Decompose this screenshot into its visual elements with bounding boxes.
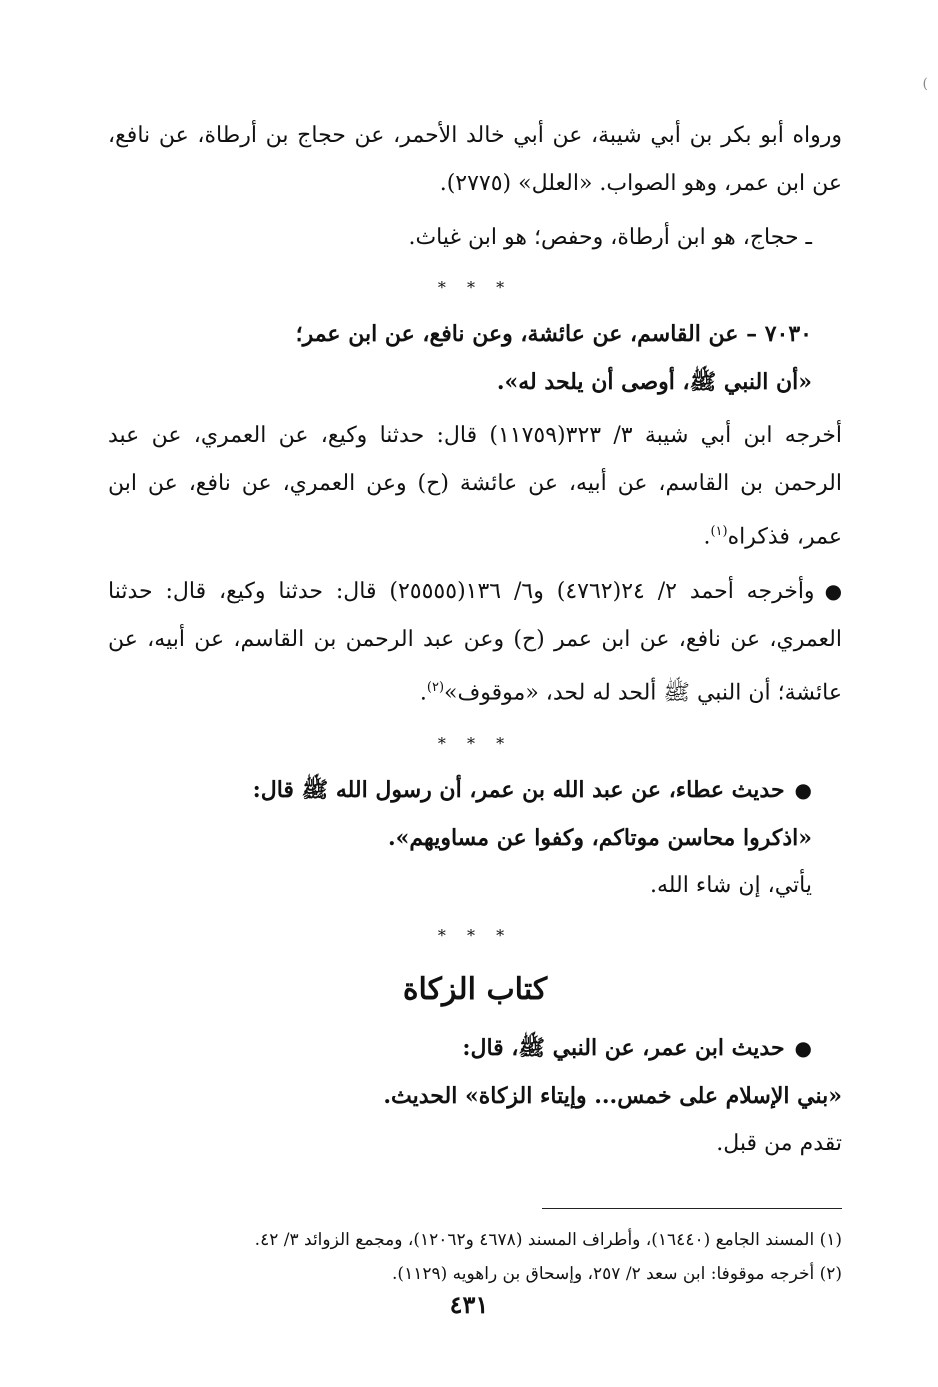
bullet-icon: ● bbox=[794, 777, 812, 802]
footnote-ref-2: (٢) bbox=[426, 680, 445, 696]
hadith-number: ٧٠٣٠ – bbox=[746, 321, 812, 347]
separator-stars: * * * bbox=[437, 733, 513, 753]
hadith-zakat-note: تقدم من قبل. bbox=[716, 1130, 842, 1156]
main-text bbox=[108, 112, 842, 1168]
footnotes bbox=[108, 1223, 842, 1291]
yati-note: يأتي، إن شاء الله. bbox=[649, 872, 812, 898]
hadith-zakat-chain bbox=[108, 1024, 842, 1072]
takhrij-end: . bbox=[419, 680, 427, 706]
hadith-ata-chain bbox=[108, 766, 842, 814]
takhrij-end: . bbox=[703, 524, 711, 550]
takhrij-text: وأخرجه أحمد ٢/ ٢٤(٤٧٦٢) و٦/ ١٣٦(٢٥٥٥٥) قال: حدثنا وكيع، قال: حدثنا العمري، عن نافع، عن ابن عمر (ح) وعن عبد الرحمن بن القاسم، عن أبيه، عن عائشة؛ أن النبي ﷺ ألحد له لحد، «موقوف» bbox=[108, 579, 842, 706]
separator-stars: * * * bbox=[437, 278, 513, 297]
takhrij-ahmad bbox=[108, 567, 842, 717]
footnote-divider bbox=[542, 1208, 842, 1209]
page-number: ٤٣١ bbox=[449, 1290, 489, 1319]
footnote-ref-1: (١) bbox=[710, 524, 728, 539]
bullet-icon: ● bbox=[824, 579, 843, 604]
footnote-1: (١) المسند الجامع (١٦٤٤٠)، وأطراف المسند (٤٦٧٨ و١٢٠٦٢)، ومجمع الزوائد ٣/ ٤٢. bbox=[254, 1229, 842, 1250]
takhrij-ibn-abi-shaybah bbox=[108, 412, 842, 561]
hadith-chain: حديث عطاء، عن عبد الله بن عمر، أن رسول الله ﷺ قال: bbox=[252, 776, 785, 803]
takhrij-text: أخرجه ابن أبي شيبة ٣/ ٣٢٣(١١٧٥٩) قال: حدثنا وكيع، عن العمري، عن عبد الرحمن بن القاسم، عن أبيه، عن عائشة (ح) وعن العمري، عن نافع، عن ابن عمر، فذكراه bbox=[108, 423, 842, 550]
paragraph-hajjaj: ـ حجاج، هو ابن أرطاة، وحفص؛ هو ابن غياث. bbox=[408, 225, 812, 250]
hadith-7030-chain bbox=[108, 310, 842, 358]
hadith-ata-matn: «اذكروا محاسن موتاكم، وكفوا عن مساويهم». bbox=[388, 824, 812, 851]
hadith-7030-matn: «أن النبي ﷺ، أوصى أن يلحد له». bbox=[496, 369, 812, 395]
hadith-chain: حديث ابن عمر، عن النبي ﷺ، قال: bbox=[462, 1034, 785, 1061]
footnote-2: (٢) أخرجه موقوفا: ابن سعد ٢/ ٢٥٧، وإسحاق بن راهويه (١١٢٩). bbox=[392, 1263, 842, 1284]
paragraph-ilal: ورواه أبو بكر بن أبي شيبة، عن أبي خالد الأحمر، عن حجاج بن أرطاة، عن نافع، عن ابن عمر، وهو الصواب. «العلل» (٢٧٧٥). bbox=[108, 123, 842, 196]
edge-mark: ( bbox=[922, 76, 928, 92]
hadith-chain: عن القاسم، عن عائشة، وعن نافع، عن ابن عمر؛ bbox=[295, 321, 739, 347]
hadith-zakat-matn: «بني الإسلام على خمس... وإيتاء الزكاة» الحديث. bbox=[383, 1082, 842, 1109]
book-heading: كتاب الزكاة bbox=[402, 971, 548, 1007]
separator-stars: * * * bbox=[437, 925, 513, 945]
bullet-icon: ● bbox=[794, 1035, 812, 1060]
